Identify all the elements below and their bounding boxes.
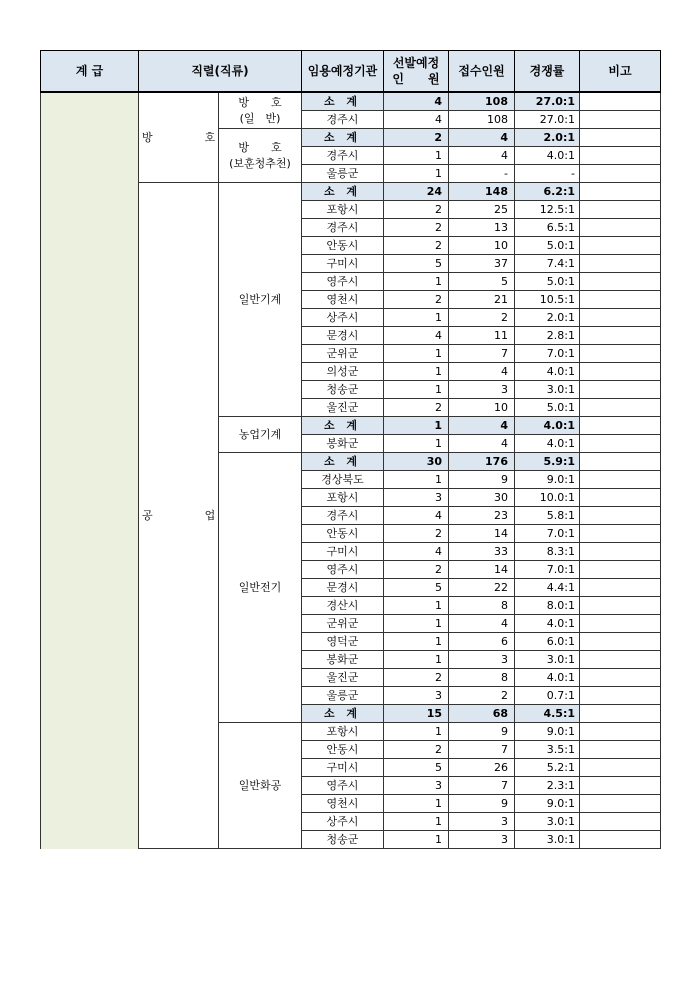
applicant-count-cell: 3 — [449, 813, 515, 831]
selection-count-cell: 1 — [384, 831, 449, 849]
series-bangho: 방 호 — [139, 92, 219, 183]
applicant-count-cell: 5 — [449, 273, 515, 291]
competition-rate-cell: 7.4:1 — [515, 255, 580, 273]
competition-rate-cell: 6.2:1 — [515, 183, 580, 201]
note-cell — [580, 525, 661, 543]
selection-count-cell: 1 — [384, 273, 449, 291]
agency-cell: 소 계 — [302, 453, 384, 471]
applicant-count-cell: 11 — [449, 327, 515, 345]
competition-rate-cell: 4.0:1 — [515, 669, 580, 687]
selection-count-cell: 5 — [384, 255, 449, 273]
competition-rate-cell: 4.0:1 — [515, 435, 580, 453]
applicant-count-cell: 68 — [449, 705, 515, 723]
selection-count-cell: 4 — [384, 543, 449, 561]
class-general-machine-line1: 일반기계 — [238, 292, 282, 306]
note-cell — [580, 435, 661, 453]
competition-rate-cell: 6.0:1 — [515, 633, 580, 651]
applicant-count-cell: 3 — [449, 651, 515, 669]
note-cell — [580, 723, 661, 741]
note-cell — [580, 345, 661, 363]
applicant-count-cell: 23 — [449, 507, 515, 525]
selection-count-cell: 4 — [384, 92, 449, 111]
agency-cell: 영천시 — [302, 291, 384, 309]
competition-rate-cell: 3.0:1 — [515, 381, 580, 399]
note-cell — [580, 291, 661, 309]
agency-cell: 안동시 — [302, 237, 384, 255]
selection-count-cell: 1 — [384, 363, 449, 381]
selection-count-cell: 2 — [384, 201, 449, 219]
applicant-count-cell: 7 — [449, 777, 515, 795]
table-body — [41, 92, 661, 849]
competition-rate-cell: 8.0:1 — [515, 597, 580, 615]
selection-count-cell: 5 — [384, 759, 449, 777]
note-cell — [580, 615, 661, 633]
applicant-count-cell: 4 — [449, 147, 515, 165]
agency-cell: 포항시 — [302, 201, 384, 219]
class-general-chem — [219, 723, 302, 849]
note-cell — [580, 147, 661, 165]
applicant-count-cell: 6 — [449, 633, 515, 651]
competition-rate-cell: 2.0:1 — [515, 129, 580, 147]
selection-count-cell: 15 — [384, 705, 449, 723]
note-cell — [580, 255, 661, 273]
note-cell — [580, 417, 661, 435]
selection-count-cell: 2 — [384, 525, 449, 543]
competition-rate-cell: 27.0:1 — [515, 111, 580, 129]
competition-rate-cell: 2.0:1 — [515, 309, 580, 327]
applicant-count-cell: 33 — [449, 543, 515, 561]
agency-cell: 영주시 — [302, 777, 384, 795]
applicant-count-cell: - — [449, 165, 515, 183]
agency-cell: 울릉군 — [302, 165, 384, 183]
header-org: 임용예정기관 — [302, 51, 384, 93]
header-job-series: 직렬(직류) — [139, 51, 302, 93]
selection-count-cell: 2 — [384, 741, 449, 759]
note-cell — [580, 453, 661, 471]
selection-count-cell: 1 — [384, 435, 449, 453]
selection-count-cell: 1 — [384, 633, 449, 651]
selection-count-cell: 5 — [384, 579, 449, 597]
selection-count-cell: 4 — [384, 111, 449, 129]
note-cell — [580, 795, 661, 813]
competition-rate-cell: 3.5:1 — [515, 741, 580, 759]
agency-cell: 군위군 — [302, 345, 384, 363]
competition-rate-cell: 3.0:1 — [515, 651, 580, 669]
competition-rate-cell: 4.4:1 — [515, 579, 580, 597]
note-cell — [580, 273, 661, 291]
agency-cell: 봉화군 — [302, 651, 384, 669]
agency-cell: 문경시 — [302, 327, 384, 345]
selection-count-cell: 1 — [384, 417, 449, 435]
note-cell — [580, 201, 661, 219]
note-cell — [580, 381, 661, 399]
competition-rate-cell: 5.9:1 — [515, 453, 580, 471]
applicant-count-cell: 108 — [449, 111, 515, 129]
selection-count-cell: 1 — [384, 813, 449, 831]
header-selection-line2: 인 원 — [392, 72, 440, 86]
class-agri-machine-line1: 농업기계 — [238, 427, 282, 441]
competition-rate-cell: 9.0:1 — [515, 723, 580, 741]
selection-count-cell: 1 — [384, 651, 449, 669]
applicant-count-cell: 3 — [449, 381, 515, 399]
selection-count-cell: 1 — [384, 597, 449, 615]
competition-rate-cell: 2.3:1 — [515, 777, 580, 795]
selection-count-cell: 1 — [384, 795, 449, 813]
agency-cell: 영천시 — [302, 795, 384, 813]
agency-cell: 울릉군 — [302, 687, 384, 705]
competition-rate-cell: 7.0:1 — [515, 345, 580, 363]
applicant-count-cell: 14 — [449, 525, 515, 543]
note-cell — [580, 507, 661, 525]
applicant-count-cell: 8 — [449, 597, 515, 615]
selection-count-cell: 1 — [384, 309, 449, 327]
applicant-count-cell: 4 — [449, 363, 515, 381]
note-cell — [580, 219, 661, 237]
competition-rate-cell: 5.8:1 — [515, 507, 580, 525]
agency-cell: 청송군 — [302, 831, 384, 849]
agency-cell: 상주시 — [302, 813, 384, 831]
class-general-electric — [219, 453, 302, 723]
header-applicants: 접수인원 — [449, 51, 515, 93]
competition-rate-cell: 6.5:1 — [515, 219, 580, 237]
applicant-count-cell: 7 — [449, 345, 515, 363]
subtotal-row — [41, 92, 661, 111]
applicant-count-cell: 3 — [449, 831, 515, 849]
applicant-count-cell: 2 — [449, 309, 515, 327]
applicant-count-cell: 7 — [449, 741, 515, 759]
note-cell — [580, 237, 661, 255]
selection-count-cell: 1 — [384, 165, 449, 183]
class-bangho-general — [219, 92, 302, 129]
competition-rate-cell: 5.0:1 — [515, 273, 580, 291]
applicant-count-cell: 176 — [449, 453, 515, 471]
note-cell — [580, 813, 661, 831]
class-bangho-veterans-line1: 방 호 — [238, 140, 282, 154]
applicant-count-cell: 2 — [449, 687, 515, 705]
agency-cell: 군위군 — [302, 615, 384, 633]
applicant-count-cell: 4 — [449, 615, 515, 633]
applicant-count-cell: 4 — [449, 435, 515, 453]
competition-rate-cell: 2.8:1 — [515, 327, 580, 345]
header-note: 비고 — [580, 51, 661, 93]
applicant-count-cell: 10 — [449, 399, 515, 417]
applicant-count-cell: 22 — [449, 579, 515, 597]
agency-cell: 영주시 — [302, 561, 384, 579]
agency-cell: 청송군 — [302, 381, 384, 399]
agency-cell: 상주시 — [302, 309, 384, 327]
applicant-count-cell: 9 — [449, 795, 515, 813]
note-cell — [580, 669, 661, 687]
note-cell — [580, 759, 661, 777]
note-cell — [580, 399, 661, 417]
applicant-count-cell: 9 — [449, 723, 515, 741]
note-cell — [580, 363, 661, 381]
class-general-chem-line1: 일반화공 — [238, 778, 282, 792]
competition-rate-cell: - — [515, 165, 580, 183]
agency-cell: 소 계 — [302, 92, 384, 111]
selection-count-cell: 4 — [384, 507, 449, 525]
applicant-count-cell: 10 — [449, 237, 515, 255]
agency-cell: 영덕군 — [302, 633, 384, 651]
selection-count-cell: 1 — [384, 345, 449, 363]
selection-count-cell: 1 — [384, 615, 449, 633]
agency-cell: 경주시 — [302, 147, 384, 165]
header-selection-line1: 선발예정 — [392, 56, 440, 70]
note-cell — [580, 777, 661, 795]
agency-cell: 경주시 — [302, 219, 384, 237]
series-gongeop: 공 업 — [139, 183, 219, 849]
agency-cell: 의성군 — [302, 363, 384, 381]
applicant-count-cell: 108 — [449, 92, 515, 111]
competition-rate-cell: 5.2:1 — [515, 759, 580, 777]
competition-rate-cell: 4.0:1 — [515, 147, 580, 165]
agency-cell: 소 계 — [302, 183, 384, 201]
class-bangho-veterans-line2: (보훈청추천) — [229, 156, 291, 170]
agency-cell: 울진군 — [302, 399, 384, 417]
class-bangho-general-line1: 방 호 — [238, 95, 282, 109]
selection-count-cell: 24 — [384, 183, 449, 201]
competition-rate-cell: 5.0:1 — [515, 399, 580, 417]
agency-cell: 소 계 — [302, 417, 384, 435]
competition-rate-cell: 4.0:1 — [515, 417, 580, 435]
selection-count-cell: 1 — [384, 471, 449, 489]
agency-cell: 구미시 — [302, 543, 384, 561]
competition-rate-cell: 5.0:1 — [515, 237, 580, 255]
note-cell — [580, 705, 661, 723]
competition-rate-cell: 3.0:1 — [515, 813, 580, 831]
selection-count-cell: 1 — [384, 147, 449, 165]
competition-rate-cell: 0.7:1 — [515, 687, 580, 705]
applicant-count-cell: 26 — [449, 759, 515, 777]
selection-count-cell: 2 — [384, 129, 449, 147]
grade-cell — [41, 92, 139, 849]
applicant-count-cell: 21 — [449, 291, 515, 309]
note-cell — [580, 129, 661, 147]
agency-cell: 포항시 — [302, 489, 384, 507]
competition-rate-cell: 4.0:1 — [515, 615, 580, 633]
agency-cell: 소 계 — [302, 705, 384, 723]
applicant-count-cell: 148 — [449, 183, 515, 201]
header-rate: 경쟁률 — [515, 51, 580, 93]
header-selection — [384, 51, 449, 93]
applicant-count-cell: 4 — [449, 129, 515, 147]
agency-cell: 영주시 — [302, 273, 384, 291]
competition-rate-cell: 4.5:1 — [515, 705, 580, 723]
selection-count-cell: 2 — [384, 219, 449, 237]
note-cell — [580, 111, 661, 129]
note-cell — [580, 687, 661, 705]
class-bangho-general-line2: (일 반) — [239, 111, 281, 125]
selection-count-cell: 2 — [384, 399, 449, 417]
competition-rate-cell: 4.0:1 — [515, 363, 580, 381]
competition-rate-cell: 9.0:1 — [515, 795, 580, 813]
applicant-count-cell: 30 — [449, 489, 515, 507]
agency-cell: 구미시 — [302, 255, 384, 273]
note-cell — [580, 831, 661, 849]
selection-count-cell: 3 — [384, 777, 449, 795]
selection-count-cell: 3 — [384, 687, 449, 705]
agency-cell: 안동시 — [302, 525, 384, 543]
note-cell — [580, 633, 661, 651]
class-general-electric-line1: 일반전기 — [238, 580, 282, 594]
selection-count-cell: 2 — [384, 291, 449, 309]
agency-cell: 문경시 — [302, 579, 384, 597]
class-agri-machine — [219, 417, 302, 453]
applicant-count-cell: 8 — [449, 669, 515, 687]
note-cell — [580, 183, 661, 201]
competition-rate-table — [40, 50, 661, 849]
competition-rate-cell: 7.0:1 — [515, 561, 580, 579]
class-bangho-veterans — [219, 129, 302, 183]
note-cell — [580, 327, 661, 345]
agency-cell: 경산시 — [302, 597, 384, 615]
selection-count-cell: 2 — [384, 237, 449, 255]
note-cell — [580, 651, 661, 669]
competition-rate-cell: 9.0:1 — [515, 471, 580, 489]
agency-cell: 봉화군 — [302, 435, 384, 453]
selection-count-cell: 2 — [384, 561, 449, 579]
competition-rate-cell: 12.5:1 — [515, 201, 580, 219]
applicant-count-cell: 14 — [449, 561, 515, 579]
applicant-count-cell: 37 — [449, 255, 515, 273]
selection-count-cell: 1 — [384, 381, 449, 399]
agency-cell: 소 계 — [302, 129, 384, 147]
note-cell — [580, 309, 661, 327]
note-cell — [580, 92, 661, 111]
note-cell — [580, 489, 661, 507]
applicant-count-cell: 9 — [449, 471, 515, 489]
competition-rate-cell: 10.5:1 — [515, 291, 580, 309]
competition-rate-cell: 27.0:1 — [515, 92, 580, 111]
selection-count-cell: 4 — [384, 327, 449, 345]
competition-rate-cell: 7.0:1 — [515, 525, 580, 543]
applicant-count-cell: 4 — [449, 417, 515, 435]
agency-cell: 울진군 — [302, 669, 384, 687]
note-cell — [580, 597, 661, 615]
agency-cell: 구미시 — [302, 759, 384, 777]
note-cell — [580, 579, 661, 597]
competition-rate-cell: 3.0:1 — [515, 831, 580, 849]
note-cell — [580, 471, 661, 489]
selection-count-cell: 2 — [384, 669, 449, 687]
selection-count-cell: 1 — [384, 723, 449, 741]
note-cell — [580, 543, 661, 561]
competition-rate-cell: 8.3:1 — [515, 543, 580, 561]
header-row — [41, 51, 661, 93]
class-general-machine — [219, 183, 302, 417]
selection-count-cell: 30 — [384, 453, 449, 471]
applicant-count-cell: 13 — [449, 219, 515, 237]
note-cell — [580, 741, 661, 759]
agency-cell: 안동시 — [302, 741, 384, 759]
agency-cell: 경주시 — [302, 111, 384, 129]
selection-count-cell: 3 — [384, 489, 449, 507]
note-cell — [580, 165, 661, 183]
competition-rate-cell: 10.0:1 — [515, 489, 580, 507]
agency-cell: 경주시 — [302, 507, 384, 525]
agency-cell: 포항시 — [302, 723, 384, 741]
header-grade: 계 급 — [41, 51, 139, 93]
note-cell — [580, 561, 661, 579]
agency-cell: 경상북도 — [302, 471, 384, 489]
applicant-count-cell: 25 — [449, 201, 515, 219]
